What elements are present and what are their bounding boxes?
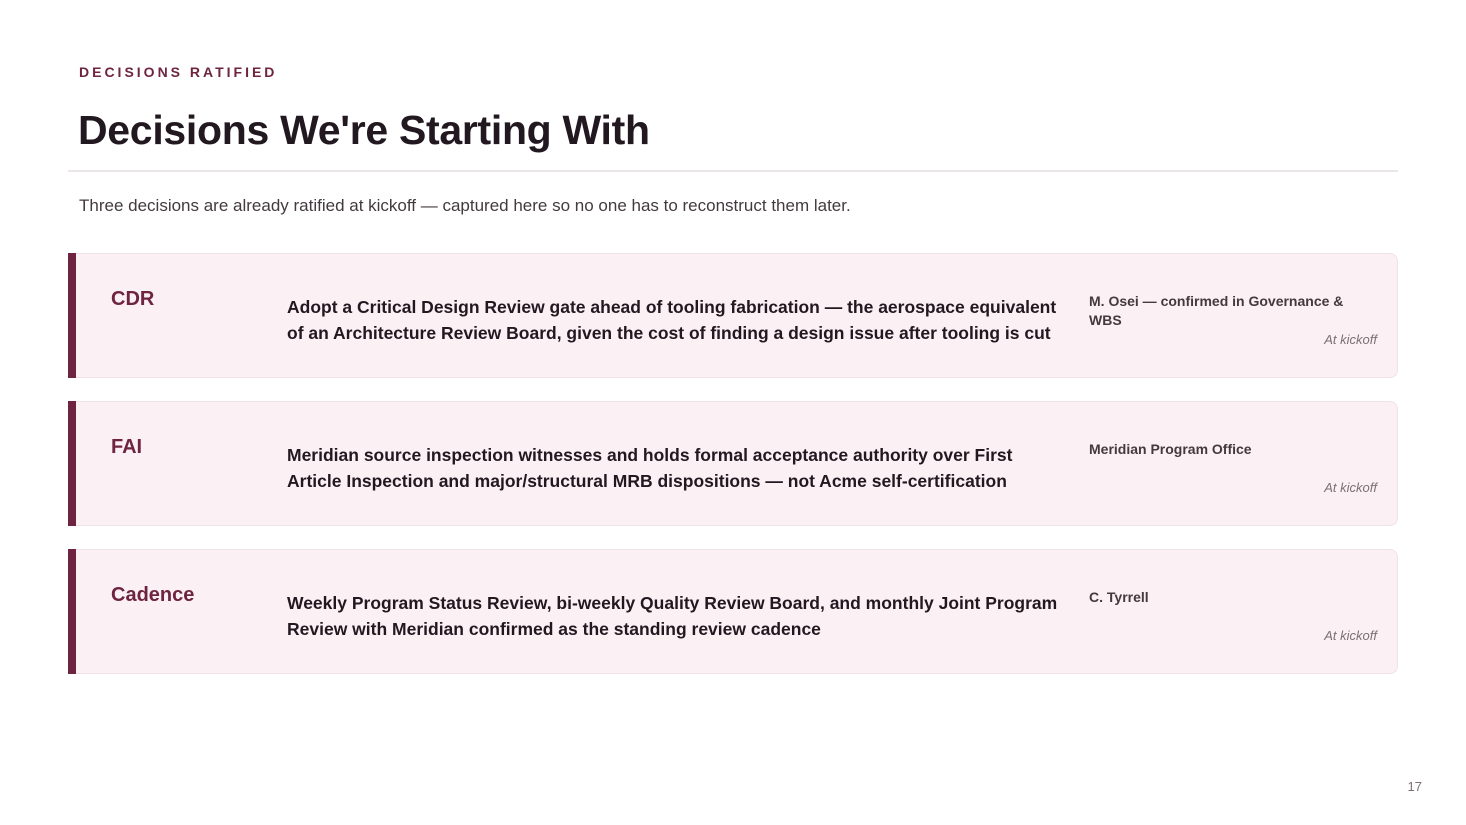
card-accent-bar: [68, 401, 76, 526]
decision-tag: CDR: [111, 288, 155, 310]
decision-description: Adopt a Critical Design Review gate ahead of tooling fabrication — the aerospace equivalent of an Architecture Review Board, given the cost of finding a design issue after tooling is cut: [287, 297, 1057, 343]
card-accent-bar: [68, 253, 76, 378]
page-number: 17: [1407, 779, 1422, 794]
decision-owner: Meridian Program Office: [1089, 441, 1252, 457]
decision-timing: At kickoff: [1324, 480, 1377, 495]
decision-card-fai: [68, 401, 1398, 526]
decision-timing: At kickoff: [1324, 332, 1377, 347]
section-eyebrow: DECISIONS RATIFIED: [79, 64, 278, 80]
page-subtitle: Three decisions are already ratified at kickoff — captured here so no one has to reconstruct them later.: [79, 196, 851, 215]
decision-card-cadence: [68, 549, 1398, 674]
decision-description: Weekly Program Status Review, bi-weekly Quality Review Board, and monthly Joint Program Review with Meridian confirmed as the standing review cadence: [287, 593, 1058, 639]
decision-tag: FAI: [111, 436, 143, 458]
card-accent-bar: [68, 549, 76, 674]
decision-tag: Cadence: [111, 584, 195, 606]
decision-list: [68, 253, 1398, 697]
page-title: Decisions We're Starting With: [78, 107, 650, 153]
title-divider: [68, 170, 1398, 172]
decision-timing: At kickoff: [1324, 628, 1377, 643]
decision-card-cdr: [68, 253, 1398, 378]
decision-owner: M. Osei — confirmed in Governance & WBS: [1089, 293, 1344, 328]
decision-owner: C. Tyrrell: [1089, 589, 1149, 605]
decision-description: Meridian source inspection witnesses and holds formal acceptance authority over First Article Inspection and major/structural MRB dispositions — not Acme self-certification: [287, 445, 1013, 491]
